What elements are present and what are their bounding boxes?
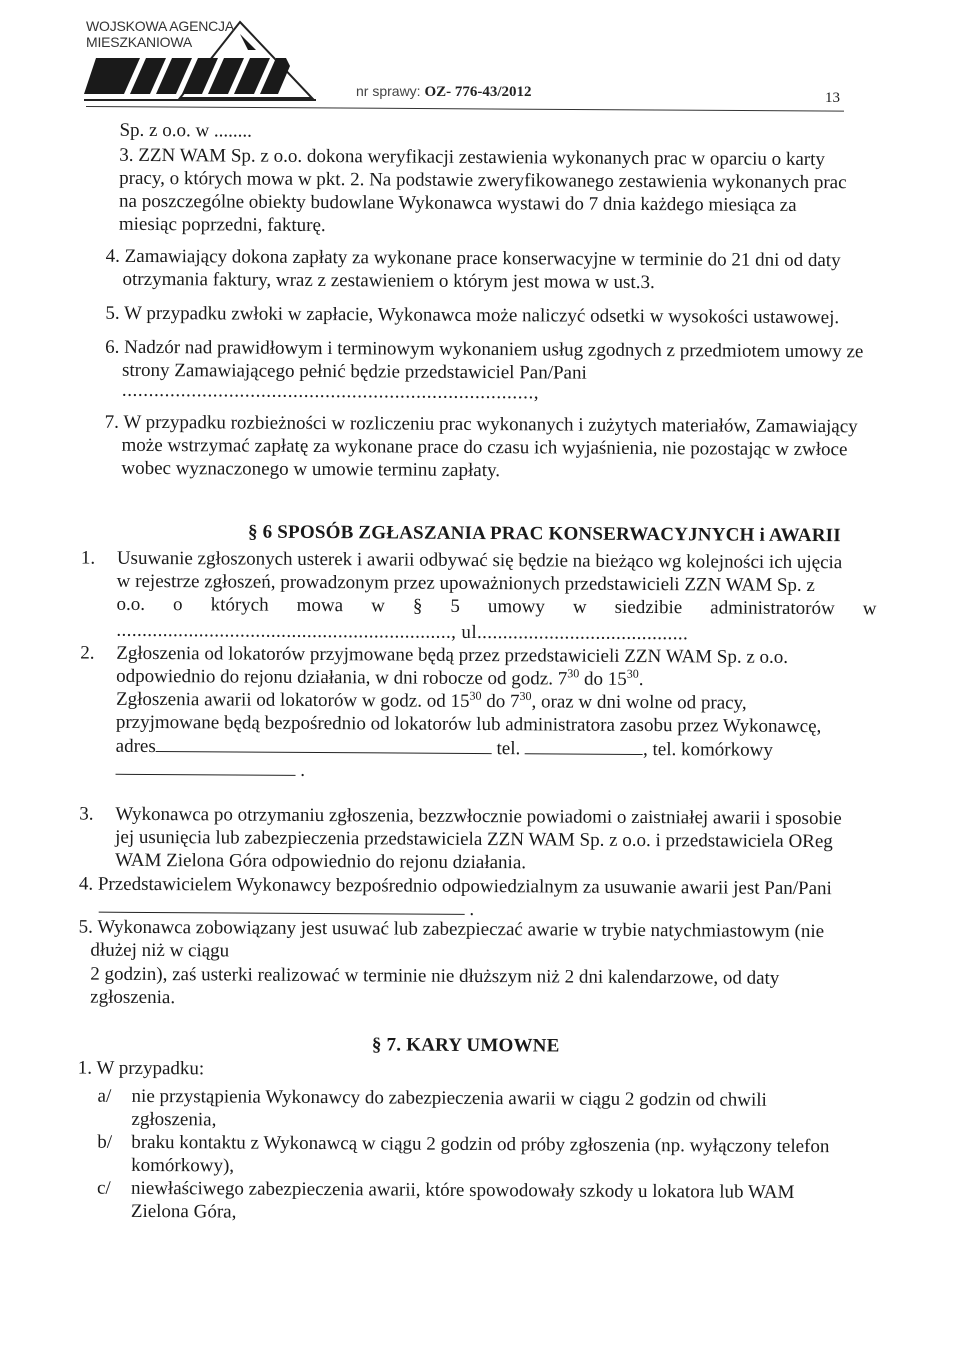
text: do 7	[481, 691, 520, 713]
text-line: 4. Zamawiający dokona zapłaty za wykonane prace konserwacyjne w terminie do 21 dni od daty	[105, 245, 841, 272]
text-line: komórkowy),	[131, 1154, 235, 1177]
text-line: braku kontaktu z Wykonawcą w ciągu 2 godzin od próby zgłoszenia (np. wyłączony telefon	[131, 1131, 830, 1158]
case-number-label: nr sprawy:	[356, 83, 425, 99]
text-line: 5. W przypadku zwłoki w zapłacie, Wykonawca może naliczyć odsetki w wysokości ustawowej.	[105, 302, 840, 329]
text-line: Zielona Góra,	[130, 1200, 237, 1223]
superscript: 30	[519, 688, 532, 703]
text-line: 1. W przypadku:	[77, 1057, 205, 1080]
word: których	[210, 594, 269, 616]
item-letter: c/	[96, 1177, 111, 1199]
word: umowy	[487, 596, 545, 618]
address-label: adres	[115, 735, 156, 758]
text: , oraz w dni wolne od pracy,	[531, 691, 747, 714]
text-line: pracy, o których mowa w pkt. 2. Na podstawie zweryfikowanego zestawienia wykonanych prac	[119, 167, 847, 194]
text-line: 4. Przedstawicielem Wykonawcy bezpośrednio odpowiedzialnym za usuwanie awarii jest Pan/Pani	[78, 873, 832, 900]
blank-dotted: .............................................................................,	[121, 379, 540, 404]
text-line: Zgłoszenia od lokatorów przyjmowane będą przez przedstawicieli ZZN WAM Sp. z o.o.	[116, 642, 789, 668]
text-line: przyjmowane będą bezpośrednio od lokatorów lub administratora zasobu przez Wykonawcę,	[115, 711, 822, 738]
text-line: 2 godzin), zaś usterki realizować w terminie nie dłuższym niż 2 dni kalendarzowe, od daty	[90, 963, 780, 989]
item-number: 3.	[79, 803, 94, 825]
text-line: Sp. z o.o. w ........	[119, 119, 253, 142]
text-line: jej usunięcia lub zabezpieczenia przedstawiciela ZZN WAM Sp. z o.o. i przedstawiciela OReg	[115, 826, 833, 853]
text-line: WAM Zielona Góra odpowiednio do rejonu działania.	[114, 849, 527, 874]
item-letter: b/	[97, 1131, 113, 1153]
logo-text-line1: WOJSKOWA AGENCJA	[86, 18, 234, 34]
text-line: 3. ZZN WAM Sp. z o.o. dokona weryfikacji zestawienia wykonanych prac w oparciu o karty	[119, 144, 825, 171]
phone-blank	[525, 737, 643, 755]
text-line: wobec wyznaczonego w umowie terminu zapłaty.	[121, 457, 501, 482]
text-line: nie przystąpienia Wykonawcy do zabezpieczenia awarii w ciągu 2 godzin od chwili	[131, 1085, 767, 1111]
section-7-heading: § 7. KARY UMOWNE	[371, 1034, 560, 1057]
phone-label: tel.	[491, 738, 526, 760]
text-line: 7. W przypadku rozbieżności w rozliczeniu prac wykonanych i zużytych materiałów, Zamawiający	[104, 411, 858, 438]
superscript: 30	[626, 666, 639, 681]
blank-dotted: ................................................................., ul.........................................	[116, 619, 689, 645]
item-number: 2.	[80, 642, 95, 664]
representative-blank	[99, 896, 465, 915]
superscript: 30	[567, 666, 580, 681]
text-line: miesiąc poprzedni, fakturę.	[118, 213, 326, 237]
text: .	[638, 668, 644, 690]
logo-text-line2: MIESZKANIOWA	[86, 34, 192, 50]
word: w	[572, 596, 587, 618]
mobile-label: , tel. komórkowy	[642, 738, 773, 761]
word: o.o.	[116, 593, 146, 615]
text-line-justified	[117, 594, 877, 621]
item-number: 1.	[80, 547, 96, 569]
text-line: dłużej niż w ciągu	[90, 939, 230, 962]
text-line: Usuwanie zgłoszonych usterek i awarii odbywać się będzie na bieżąco wg kolejności ich ujęcia	[116, 547, 843, 574]
text-line	[116, 666, 644, 691]
text-line: Wykonawca po otrzymaniu zgłoszenia, bezzwłocznie powiadomi o zaistniałej awarii i sposobie	[115, 803, 842, 830]
case-number-value: OZ- 776-43/2012	[424, 84, 532, 100]
word: o	[173, 594, 183, 616]
page-number: 13	[825, 90, 840, 106]
text-line	[116, 689, 747, 715]
word: administratorów	[710, 597, 835, 620]
text: do 15	[579, 668, 627, 690]
text-line: 5. Wykonawca zobowiązany jest usuwać lub zabezpieczać awarie w trybie natychmiastowym (nie	[78, 916, 825, 943]
mobile-blank	[116, 758, 296, 776]
text-line: w rejestrze zgłoszeń, prowadzonym przez upoważnionych przedstawicieli ZZN WAM Sp. z	[116, 570, 815, 597]
word: mowa	[296, 594, 344, 617]
text: odpowiednio do rejonu działania, w dni robocze od godz. 7	[116, 665, 568, 690]
text: .	[300, 759, 306, 781]
text-line: niewłaściwego zabezpieczenia awarii, które spowodowały szkody u lokatora lub WAM	[130, 1177, 795, 1203]
text-line: 6. Nadzór nad prawidłowym i terminowym wykonaniem usług zgodnych z przedmiotem umowy ze	[105, 336, 864, 363]
section-6-heading: § 6 SPOSÓB ZGŁASZANIA PRAC KONSERWACYJNYCH i AWARII	[247, 521, 841, 547]
item-letter: a/	[97, 1085, 112, 1107]
text: .	[469, 898, 475, 920]
word: 5	[450, 595, 460, 617]
text-line: otrzymania faktury, wraz z zestawieniem o którym jest mowa w ust.3.	[122, 268, 655, 294]
word: §	[412, 595, 423, 617]
word: siedzibie	[614, 596, 683, 619]
word: w	[371, 595, 385, 617]
superscript: 30	[469, 688, 482, 703]
text-line: może wstrzymać zapłatę za wykonane prace do czasu ich wyjaśnienia, nie pozostając w zwłoce	[121, 434, 848, 461]
text: Zgłoszenia awarii od lokatorów w godz. od 15	[115, 688, 470, 712]
text-line: zgłoszenia.	[90, 986, 176, 1009]
address-blank	[156, 735, 492, 754]
text-line: na poszczególne obiekty budowlane Wykonawca wystawi do 7 dnia każdego miesiąca za	[118, 190, 797, 216]
text-line: zgłoszenia,	[131, 1108, 217, 1131]
text-line	[115, 758, 305, 782]
word: w	[862, 598, 877, 620]
text-line: strony Zamawiającego pełnić będzie przedstawiciel Pan/Pani	[121, 359, 587, 384]
